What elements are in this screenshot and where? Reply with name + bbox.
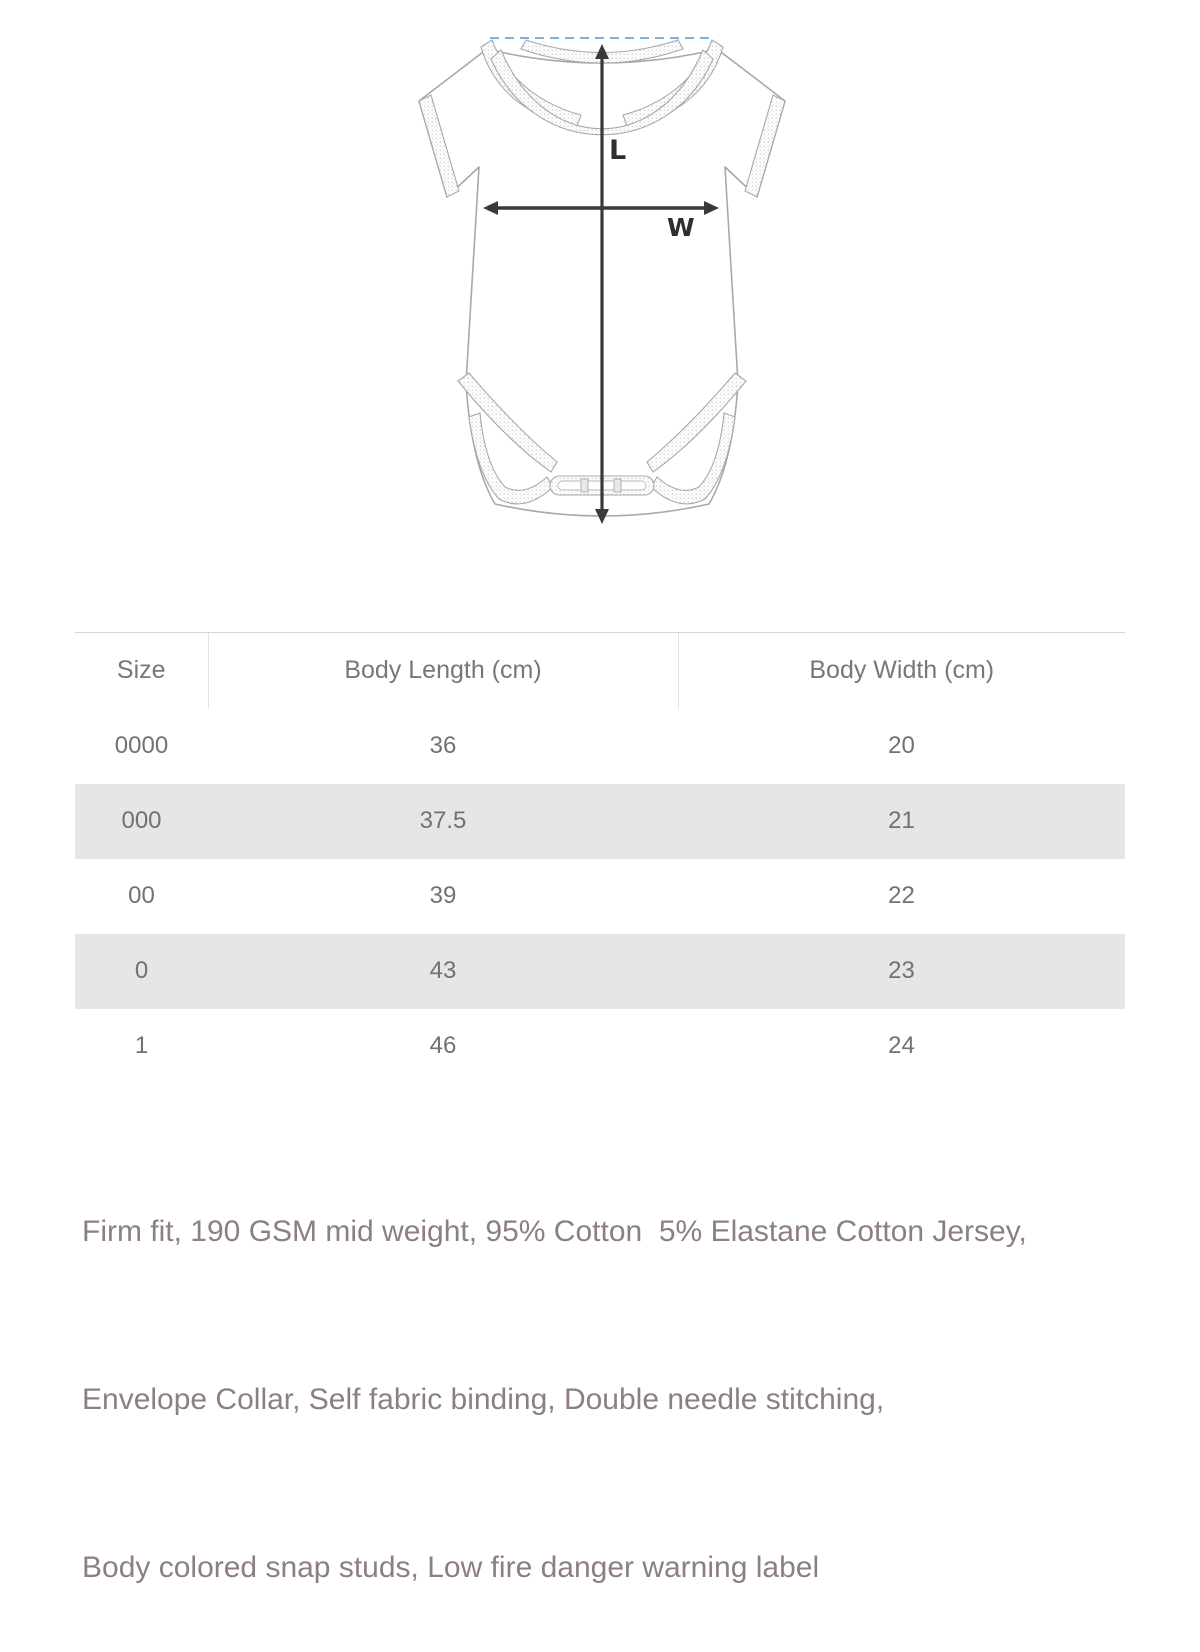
size-table-header xyxy=(75,633,1125,709)
header-row xyxy=(75,633,1125,709)
size-cell: 00 xyxy=(128,882,155,909)
bodysuit-measurement-diagram xyxy=(395,25,805,535)
header-size: Size xyxy=(75,633,208,709)
header-body-length: Body Length (cm) xyxy=(208,633,678,709)
body-width-cell: 23 xyxy=(888,957,915,984)
size-cell: 000 xyxy=(121,807,162,834)
header-body-width: Body Width (cm) xyxy=(678,633,1125,709)
description-line-3: Body colored snap studs, Low fire danger warning label xyxy=(82,1551,820,1584)
length-label: L xyxy=(609,135,627,166)
body-width-cell: 22 xyxy=(888,882,915,909)
body-length-cell: 36 xyxy=(429,732,457,759)
snap-stud-left xyxy=(581,479,588,492)
size-cell: 0 xyxy=(134,957,149,984)
description-line-1: Firm fit, 190 GSM mid weight, 95% Cotton 5% Elastane Cotton Jersey, xyxy=(82,1215,1027,1248)
size-cell: 1 xyxy=(134,1032,149,1059)
body-length-cell: 43 xyxy=(429,957,457,984)
body-length-cell: 37.5 xyxy=(419,807,467,834)
size-cell: 0000 xyxy=(114,732,169,759)
body-length-cell: 46 xyxy=(429,1032,457,1059)
table-row xyxy=(75,709,1125,784)
product-description xyxy=(82,1092,1142,1652)
table-row xyxy=(75,934,1125,1009)
table-row xyxy=(75,784,1125,859)
snap-stud-right xyxy=(614,479,621,492)
body-width-cell: 20 xyxy=(888,732,915,759)
body-width-cell: 24 xyxy=(888,1032,915,1059)
description-line-2: Envelope Collar, Self fabric binding, Double needle stitching, xyxy=(82,1383,885,1416)
body-length-cell: 39 xyxy=(429,882,457,909)
table-row xyxy=(75,1009,1125,1084)
body-width-cell: 21 xyxy=(888,807,915,834)
size-table xyxy=(75,632,1125,1084)
table-row xyxy=(75,859,1125,934)
bodysuit-sketch-svg xyxy=(395,25,805,535)
width-label: W xyxy=(667,213,695,242)
